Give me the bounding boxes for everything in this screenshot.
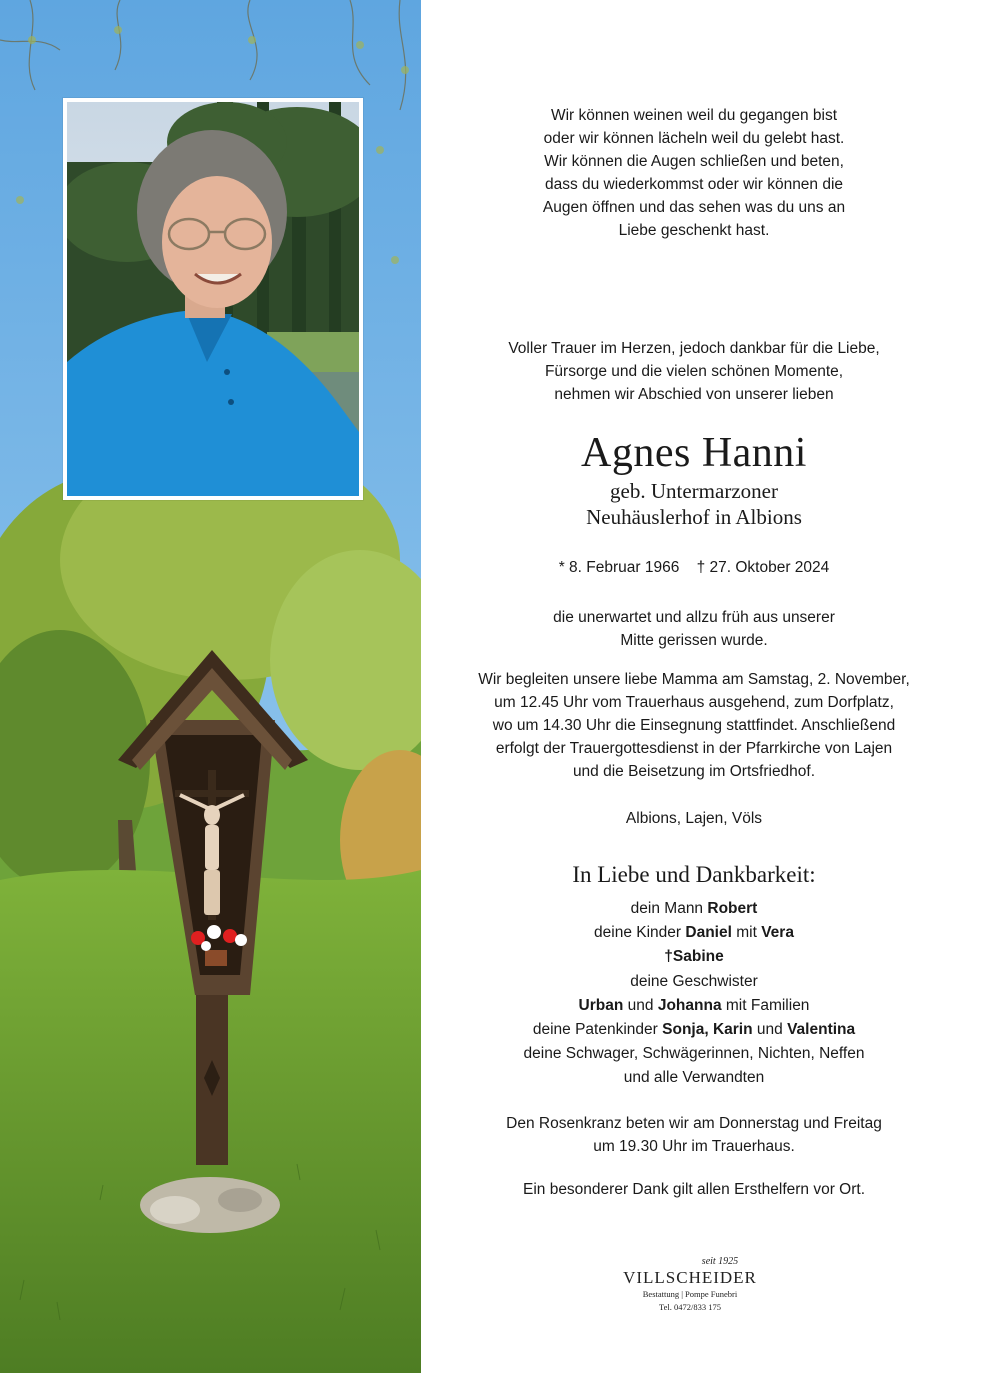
mourner-line: deine Kinder Daniel mit Vera [594, 924, 794, 942]
intro-line: Voller Trauer im Herzen, jedoch dankbar für die Liebe, [508, 340, 880, 357]
intro-line: nehmen wir Abschied von unserer lieben [554, 386, 834, 403]
poem-line: oder wir können lächeln weil du gelebt hast. [543, 130, 845, 147]
logo-phone: Tel. 0472/833 175 [659, 1302, 721, 1312]
undertaker-logo [600, 1256, 780, 1314]
funeral-details [446, 668, 942, 783]
poem [446, 104, 942, 242]
mourner-line: deine Schwager, Schwägerinnen, Nichten, Neffen [523, 1045, 865, 1063]
death-date: † 27. Oktober 2024 [696, 559, 830, 576]
logo-tagline: Bestattung | Pompe Funebri [642, 1289, 738, 1299]
deceased-name: Agnes Hanni [581, 430, 807, 476]
mourner-line: Urban und Johanna mit Familien [578, 996, 810, 1014]
circumstance-line: Mitte gerissen wurde. [620, 632, 768, 649]
funeral-line: wo um 14.30 Uhr die Einsegnung stattfindet. Anschließend [492, 717, 896, 734]
funeral-line: um 12.45 Uhr vom Trauerhaus ausgehend, zum Dorfplatz, [494, 694, 894, 711]
circumstance-line: die unerwartet und allzu früh aus unserer [553, 609, 835, 626]
funeral-line: Wir begleiten unsere liebe Mamma am Samstag, 2. November, [478, 671, 910, 688]
life-dates [446, 556, 942, 579]
poem-line: dass du wiederkommst oder wir können die [544, 176, 844, 193]
mourner-line: und alle Verwandten [623, 1069, 765, 1087]
poem-line: Liebe geschenkt hast. [618, 222, 770, 239]
poem-line: Wir können die Augen schließen und beten, [544, 153, 844, 170]
poem-line: Wir können weinen weil du gegangen bist [550, 107, 838, 124]
circumstance [446, 606, 942, 652]
rosary-line: Den Rosenkranz beten wir am Donnerstag und Freitag [506, 1115, 882, 1132]
maiden-name: geb. Untermarzoner [610, 479, 778, 503]
mourner-line: deine Patenkinder Sonja, Karin und Valentina [532, 1021, 856, 1039]
deceased-block [446, 428, 942, 530]
mourners-heading: In Liebe und Dankbarkeit: [572, 862, 816, 887]
mourner-line: dein Mann Robert [630, 900, 758, 917]
rosary [446, 1112, 942, 1158]
landscape-photo [0, 0, 421, 1373]
mourner-line: deine Geschwister [630, 972, 758, 990]
birth-date: * 8. Februar 1966 [558, 559, 680, 576]
funeral-line: und die Beisetzung im Ortsfriedhof. [572, 763, 816, 780]
farm-name: Neuhäuslerhof in Albions [586, 505, 802, 529]
portrait-photo [63, 98, 363, 500]
places: Albions, Lajen, Völs [625, 810, 763, 827]
intro-line: Fürsorge und die vielen schönen Momente, [544, 363, 844, 380]
logo-since: seit 1925 [701, 1256, 739, 1267]
mourner-line: †Sabine [664, 948, 724, 966]
poem-line: Augen öffnen und das sehen was du uns an [542, 199, 846, 216]
logo-brand: VILLSCHEIDER [623, 1268, 757, 1287]
mourners-list [446, 897, 942, 1091]
thanks: Ein besonderer Dank gilt allen Ersthelfern vor Ort. [522, 1181, 866, 1198]
intro [446, 337, 942, 406]
rosary-line: um 19.30 Uhr im Trauerhaus. [593, 1138, 795, 1155]
funeral-line: erfolgt der Trauergottesdienst in der Pfarrkirche von Lajen [495, 740, 893, 757]
